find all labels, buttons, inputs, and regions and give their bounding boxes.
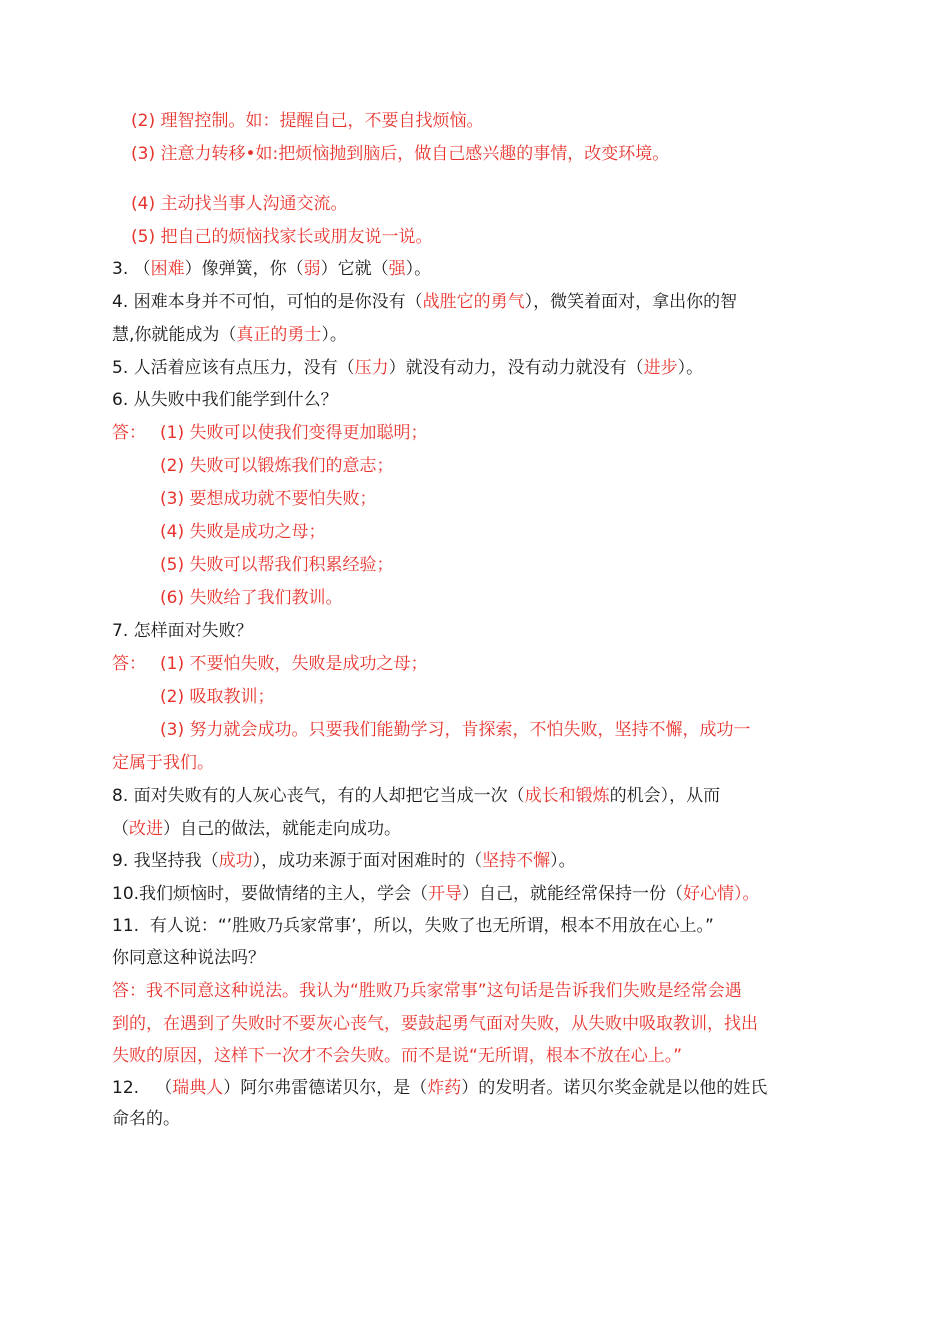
- answer-fill: 改进: [129, 819, 163, 839]
- question-number: 3.: [112, 259, 129, 279]
- item-text: 失败可以锻炼我们的意志；: [189, 456, 394, 476]
- question-6: [112, 389, 338, 411]
- item-text: 失败可以使我们变得更加聪明；: [189, 423, 428, 443]
- question-text: ）像弹簧，你（: [184, 259, 304, 279]
- question-text: （: [155, 1078, 173, 1098]
- list-item: [131, 143, 669, 165]
- item-number: (4): [131, 194, 156, 214]
- answer-fill: 开导: [428, 884, 463, 904]
- question-12-cont: 命名的。: [112, 1109, 180, 1129]
- question-text: ）。: [677, 358, 704, 378]
- answer-item: [160, 653, 428, 675]
- answer-item: [160, 719, 751, 741]
- question-9: [112, 850, 576, 872]
- question-8: [112, 785, 720, 807]
- item-text: 失败是成功之母；: [189, 522, 326, 542]
- item-number: (2): [160, 687, 185, 707]
- question-text: 从失败中我们能学到什么？: [133, 390, 338, 410]
- answer-label: 答：: [112, 423, 146, 443]
- answer-fill: 强: [388, 259, 406, 279]
- question-3: [112, 258, 431, 280]
- answer-fill: 炸药: [427, 1078, 462, 1098]
- question-number: 11.: [112, 916, 140, 936]
- item-number: (4): [160, 522, 185, 542]
- item-text: 失败可以帮我们积累经验；: [189, 555, 394, 575]
- question-text: （: [133, 259, 151, 279]
- question-text: ）自己，就能经常保持一份（: [462, 884, 684, 904]
- answer-fill: 坚持不懈: [482, 851, 551, 871]
- question-text: 我坚持我（: [133, 851, 219, 871]
- question-text: ）。: [321, 325, 347, 345]
- answer-continuation: 定属于我们。: [112, 753, 214, 773]
- item-number: (5): [160, 555, 185, 575]
- item-text: 要想成功就不要怕失败；: [189, 489, 377, 509]
- answer-fill: 压力: [354, 358, 389, 378]
- question-4-cont: [112, 324, 347, 346]
- answer-fill: 成长和锻炼: [524, 786, 610, 806]
- question-number: 6.: [112, 390, 129, 410]
- question-text: 人活着应该有点压力，没有（: [133, 358, 355, 378]
- answer-item: [160, 587, 343, 609]
- question-number: 12.: [112, 1078, 140, 1098]
- question-text: ）阿尔弗雷德诺贝尔，是（: [223, 1078, 428, 1098]
- item-number: (3): [160, 489, 185, 509]
- question-number: 10.: [112, 884, 140, 904]
- item-number: (2): [131, 111, 156, 131]
- question-text: ），微笑着面对，拿出你的智: [524, 292, 738, 312]
- item-number: (5): [131, 227, 156, 247]
- question-5: [112, 357, 703, 379]
- answer-fill: 好心情）。: [683, 884, 760, 904]
- item-text: 吸取教训；: [189, 687, 275, 707]
- item-number: (6): [160, 588, 185, 608]
- question-text: ）。: [405, 259, 432, 279]
- item-text: 把自己的烦恼找家长或朋友说一说。: [160, 227, 433, 247]
- answer-fill: 困难: [150, 259, 185, 279]
- question-11-cont: 你同意这种说法吗？: [112, 948, 265, 968]
- answer-paragraph: 到的，在遇到了失败时不要灰心丧气，要鼓起勇气面对失败，从失败中吸取教训，找出: [112, 1014, 758, 1034]
- question-text: ）的发明者。诺贝尔奖金就是以他的姓氏: [461, 1078, 768, 1098]
- item-number: (2): [160, 456, 185, 476]
- answer-item: [160, 554, 394, 576]
- answer-fill: 真正的勇士: [236, 325, 322, 345]
- item-text: 理智控制。如：提醒自己，不要自找烦恼。: [160, 111, 484, 131]
- question-7: [112, 620, 253, 642]
- question-number: 9.: [112, 851, 129, 871]
- question-12: [112, 1077, 767, 1099]
- answer-item: [160, 488, 377, 510]
- question-text: ）自己的做法，就能走向成功。: [163, 819, 401, 839]
- question-text: 我们烦恼时，要做情绪的主人，学会（: [139, 884, 429, 904]
- answer-fill: 战胜它的勇气: [422, 292, 525, 312]
- question-11: [112, 915, 714, 937]
- question-10: [112, 883, 760, 905]
- answer-fill: 弱: [303, 259, 321, 279]
- question-text: 面对失败有的人灰心丧气，有的人却把它当成一次（: [133, 786, 525, 806]
- question-text: （: [112, 819, 129, 839]
- question-text: 困难本身并不可怕，可怕的是你没有（: [133, 292, 423, 312]
- item-text: 努力就会成功。只要我们能勤学习，肯探索，不怕失败，坚持不懈，成功一: [189, 720, 751, 740]
- answer-item: [160, 521, 326, 543]
- question-text: 怎样面对失败？: [133, 621, 253, 641]
- question-8-cont: [112, 818, 401, 840]
- answer-item: [160, 686, 275, 708]
- question-number: 4.: [112, 292, 129, 312]
- list-item: [131, 226, 433, 248]
- item-text: 主动找当事人沟通交流。: [160, 194, 348, 214]
- question-number: 5.: [112, 358, 129, 378]
- answer-paragraph: 答：我不同意这种说法。我认为“胜败乃兵家常事”这句话是告诉我们失败是经常会遇: [112, 981, 742, 1001]
- item-number: (3): [160, 720, 185, 740]
- item-number: (1): [160, 654, 185, 674]
- answer-paragraph: 失败的原因，这样下一次才不会失败。而不是说“无所谓，根本不放在心上。”: [112, 1046, 683, 1066]
- question-text: 的机会），从而: [609, 786, 721, 806]
- question-text: 慧,你就能成为（: [112, 325, 237, 345]
- question-text: ）。: [550, 851, 576, 871]
- question-text: ），成功来源于面对困难时的（: [252, 851, 483, 871]
- question-4: [112, 291, 737, 313]
- answer-item: [160, 455, 394, 477]
- question-text: ）就没有动力，没有动力就没有（: [388, 358, 644, 378]
- answer-fill: 瑞典人: [172, 1078, 224, 1098]
- answer-label: 答：: [112, 654, 146, 674]
- item-text: 注意力转移•如:把烦恼抛到脑后，做自己感兴趣的事情，改变环境。: [160, 144, 670, 164]
- answer-fill: 成功: [218, 851, 253, 871]
- list-item: [131, 193, 348, 215]
- list-item: [131, 110, 484, 132]
- item-text: 失败给了我们教训。: [189, 588, 343, 608]
- question-number: 8.: [112, 786, 129, 806]
- question-text: ）它就（: [320, 259, 389, 279]
- question-number: 7.: [112, 621, 129, 641]
- item-text: 不要怕失败，失败是成功之母；: [189, 654, 428, 674]
- answer-item: [160, 422, 428, 444]
- answer-fill: 进步: [643, 358, 678, 378]
- question-text: 有人说：“’胜败乃兵家常事’，所以，失败了也无所谓，根本不用放在心上。”: [149, 916, 714, 936]
- item-number: (1): [160, 423, 185, 443]
- item-number: (3): [131, 144, 156, 164]
